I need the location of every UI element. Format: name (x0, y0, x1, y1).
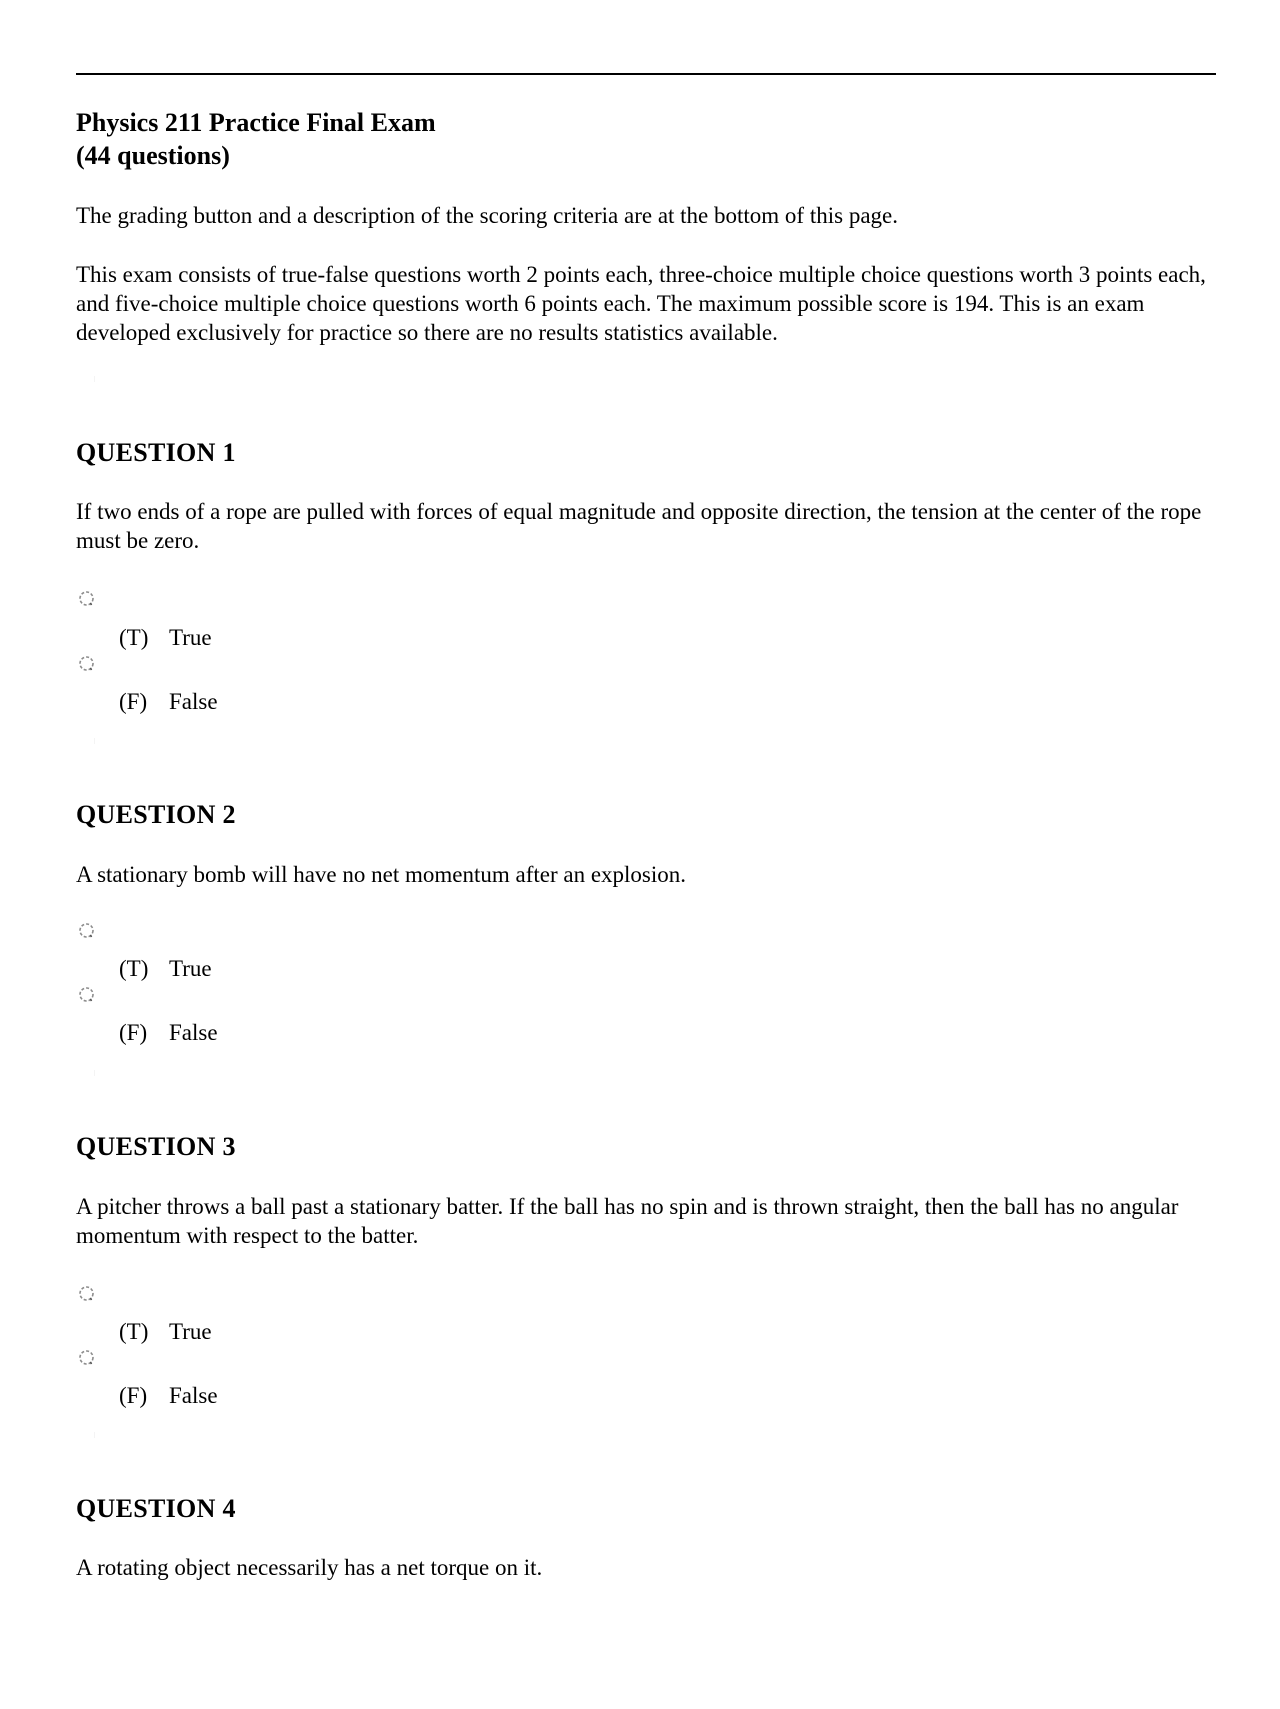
spacer-image (94, 738, 95, 744)
question-2-heading: QUESTION 2 (76, 800, 236, 829)
choice-letter: (F) (119, 1383, 148, 1408)
radio-circle-icon (78, 1349, 95, 1366)
spacer-image (94, 1070, 95, 1076)
question-1-radio-true[interactable] (78, 590, 95, 607)
question-1-radio-false[interactable] (78, 655, 95, 672)
question-2-radio-false[interactable] (78, 986, 95, 1003)
choice-letter: (T) (119, 956, 149, 981)
question-3-choice-false (119, 1381, 218, 1410)
choice-label: True (169, 956, 212, 981)
radio-circle-icon (78, 986, 95, 1003)
choice-letter: (T) (119, 625, 149, 650)
choice-label: True (169, 1319, 212, 1344)
choice-label: False (169, 689, 218, 714)
radio-circle-icon (78, 590, 95, 607)
choice-label: False (169, 1383, 218, 1408)
question-4-heading: QUESTION 4 (76, 1494, 236, 1523)
question-3-heading: QUESTION 3 (76, 1132, 236, 1161)
question-3-radio-true[interactable] (78, 1285, 95, 1302)
radio-circle-icon (78, 1285, 95, 1302)
radio-circle-icon (78, 922, 95, 939)
spacer-image (94, 376, 95, 382)
title-line-2: (44 questions) (76, 141, 230, 170)
top-divider (76, 73, 1216, 75)
question-2-choice-false (119, 1018, 218, 1047)
spacer-image (94, 1432, 95, 1438)
question-2-choice-true (119, 954, 212, 983)
question-3-radio-false[interactable] (78, 1349, 95, 1366)
choice-label: False (169, 1020, 218, 1045)
radio-circle-icon (78, 655, 95, 672)
choice-letter: (F) (119, 689, 148, 714)
question-1-choice-false (119, 687, 218, 716)
question-3-choice-true (119, 1317, 212, 1346)
page-title (76, 106, 436, 172)
intro-scoring-text: This exam consists of true-false questions worth 2 points each, three-choice multiple choice questions worth 3 points each, and five-choice multiple choice questions worth 6 points each. The maximum possible score is 194. This is an exam developed exclusively for practice so there are no results statistics available. (76, 262, 1206, 345)
question-2-radio-true[interactable] (78, 922, 95, 939)
question-1-choice-true (119, 623, 212, 652)
question-2-text: A stationary bomb will have no net momentum after an explosion. (76, 862, 687, 887)
question-3-text: A pitcher throws a ball past a stationary batter. If the ball has no spin and is thrown straight, then the ball has no angular momentum with respect to the batter. (76, 1194, 1179, 1248)
intro-grading-text: The grading button and a description of the scoring criteria are at the bottom of this page. (76, 203, 898, 228)
choice-label: True (169, 625, 212, 650)
question-1-text: If two ends of a rope are pulled with forces of equal magnitude and opposite direction, the tension at the center of the rope must be zero. (76, 499, 1202, 553)
choice-letter: (F) (119, 1020, 148, 1045)
title-line-1: Physics 211 Practice Final Exam (76, 108, 436, 137)
question-1-heading: QUESTION 1 (76, 438, 236, 467)
question-4-text: A rotating object necessarily has a net torque on it. (76, 1555, 543, 1580)
choice-letter: (T) (119, 1319, 149, 1344)
